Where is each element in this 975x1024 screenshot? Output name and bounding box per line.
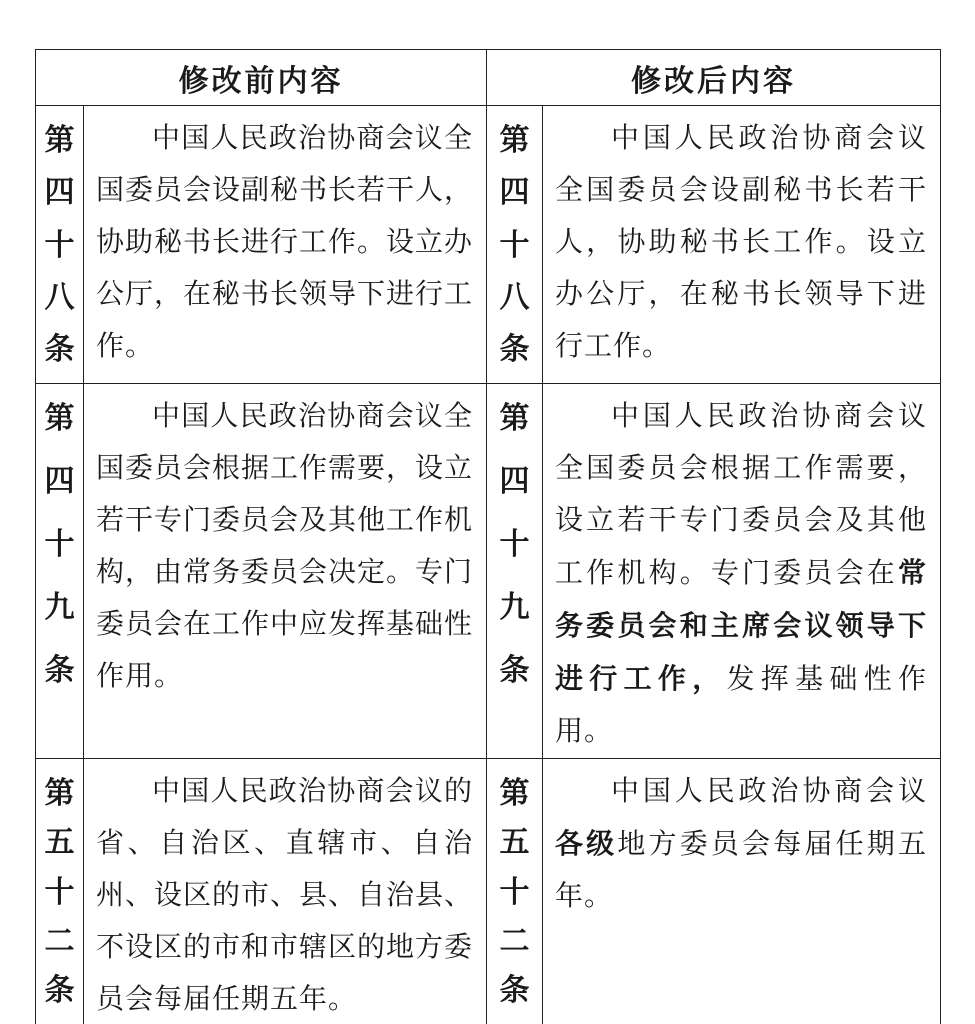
table-row-article-49 xyxy=(36,384,941,759)
article-number-cell xyxy=(36,759,84,1024)
before-content-cell xyxy=(84,384,487,759)
after-content-cell xyxy=(543,384,941,759)
after-content-paragraph: 中国人民政治协商会议全国委员会根据工作需要，设立若干专门委员会及其他工作机构。专门委员会在常务委员会和主席会议领导下进行工作，发挥基础性作用。 xyxy=(555,401,927,747)
article-number: 第 四 十 九 条 xyxy=(499,402,530,687)
after-content-paragraph: 中国人民政治协商会议全国委员会设副秘书长若干人，协助秘书长工作。设立办公厅，在秘书长领导下进行工作。 xyxy=(555,123,927,362)
article-number: 第 五 十 二 条 xyxy=(499,777,530,1007)
table-row-article-52 xyxy=(36,759,941,1024)
article-number-cell xyxy=(487,759,543,1024)
after-content-paragraph: 中国人民政治协商会议各级地方委员会每届任期五年。 xyxy=(555,776,927,912)
before-content-paragraph: 中国人民政治协商会议全国委员会根据工作需要，设立若干专门委员会及其他工作机构，由常务委员会决定。专门委员会在工作中应发挥基础性作用。 xyxy=(96,401,474,692)
before-content-paragraph: 中国人民政治协商会议的省、自治区、直辖市、自治州、设区的市、县、自治县、不设区的市和市辖区的地方委员会每届任期五年。 xyxy=(96,776,474,1015)
article-number-cell xyxy=(36,384,84,759)
before-content-cell xyxy=(84,759,487,1024)
article-number: 第 四 十 八 条 xyxy=(499,124,530,366)
table-row-article-48 xyxy=(36,106,941,384)
revision-comparison-table xyxy=(35,49,941,1024)
before-content-paragraph: 中国人民政治协商会议全国委员会设副秘书长若干人，协助秘书长进行工作。设立办公厅，在秘书长领导下进行工作。 xyxy=(96,123,474,362)
article-number-cell xyxy=(36,106,84,384)
column-header-before: 修改前内容 xyxy=(36,50,487,106)
table-header-row xyxy=(36,50,941,106)
article-number: 第 四 十 八 条 xyxy=(44,124,75,366)
before-content-cell xyxy=(84,106,487,384)
article-number-cell xyxy=(487,384,543,759)
column-header-after: 修改后内容 xyxy=(487,50,941,106)
article-number-cell xyxy=(487,106,543,384)
after-content-cell xyxy=(543,759,941,1024)
article-number: 第 五 十 二 条 xyxy=(44,777,75,1007)
after-content-cell xyxy=(543,106,941,384)
article-number: 第 四 十 九 条 xyxy=(44,402,75,687)
